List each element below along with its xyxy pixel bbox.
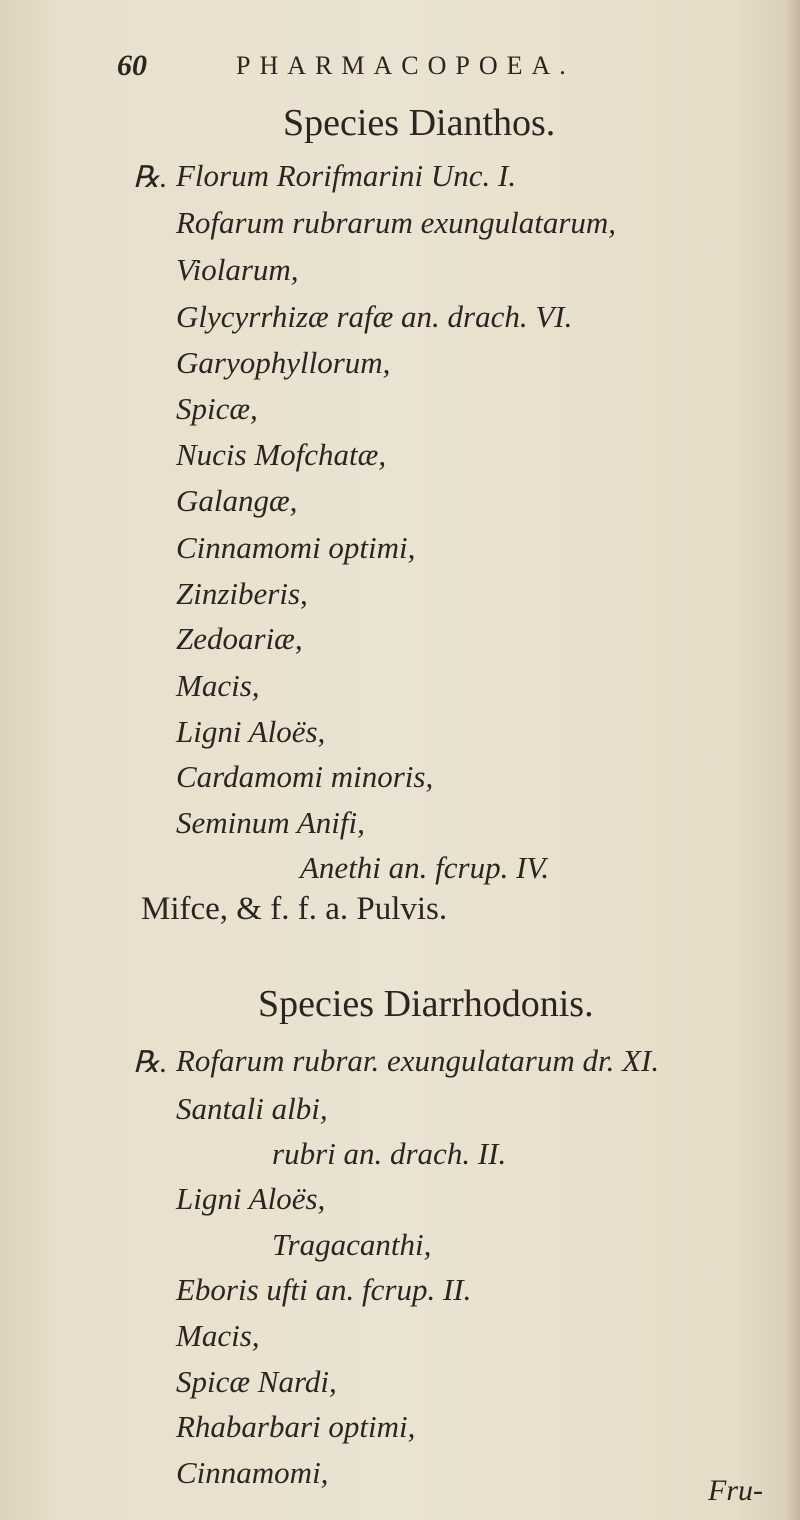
ingredient-line: Eboris ufti an. fcrup. II. xyxy=(176,1272,472,1307)
ingredient-line: Rofarum rubrar. exungulatarum dr. XI. xyxy=(176,1043,660,1078)
ingredient-line: Cinnamomi optimi, xyxy=(176,530,416,565)
ingredient-line: Florum Rorifmarini Unc. I. xyxy=(176,158,517,193)
running-head: PHARMACOPOEA. xyxy=(236,51,575,80)
recipe-symbol: ℞. xyxy=(133,161,168,194)
instruction-line: Mifce, & f. f. a. Pulvis. xyxy=(141,891,448,927)
section-title-dianthos: Species Dianthos. xyxy=(283,102,556,144)
ingredient-line: Ligni Aloës, xyxy=(176,714,326,749)
recipe-symbol: ℞. xyxy=(133,1046,168,1079)
ingredient-line: Seminum Anifi, xyxy=(176,805,365,840)
ingredient-line: Anethi an. fcrup. IV. xyxy=(300,850,550,885)
ingredient-line: Santali albi, xyxy=(176,1091,328,1126)
ingredient-line: Cardamomi minoris, xyxy=(176,759,434,794)
ingredient-line: rubri an. drach. II. xyxy=(272,1136,507,1171)
ingredient-line: Macis, xyxy=(176,668,260,703)
ingredient-line: Glycyrrhizæ rafæ an. drach. VI. xyxy=(176,299,573,334)
ingredient-line: Rhabarbari optimi, xyxy=(176,1409,416,1444)
ingredient-line: Nucis Mofchatæ, xyxy=(176,437,387,472)
ingredient-line: Tragacanthi, xyxy=(272,1227,432,1262)
ingredient-line: Ligni Aloës, xyxy=(176,1181,326,1216)
section-title-diarrhodonis: Species Diarrhodonis. xyxy=(258,983,594,1025)
ingredient-line: Zedoariæ, xyxy=(176,621,303,656)
ingredient-line: Galangæ, xyxy=(176,483,298,518)
page-number: 60 xyxy=(117,49,147,82)
ingredient-line: Cinnamomi, xyxy=(176,1455,329,1490)
ingredient-line: Macis, xyxy=(176,1318,260,1353)
ingredient-line: Garyophyllorum, xyxy=(176,345,391,380)
ingredient-line: Violarum, xyxy=(176,252,299,287)
catchword: Fru- xyxy=(708,1474,763,1507)
ingredient-line: Zinziberis, xyxy=(176,576,308,611)
ingredient-line: Rofarum rubrarum exungulatarum, xyxy=(176,205,617,240)
ingredient-line: Spicæ Nardi, xyxy=(176,1364,337,1399)
ingredient-line: Spicæ, xyxy=(176,391,258,426)
